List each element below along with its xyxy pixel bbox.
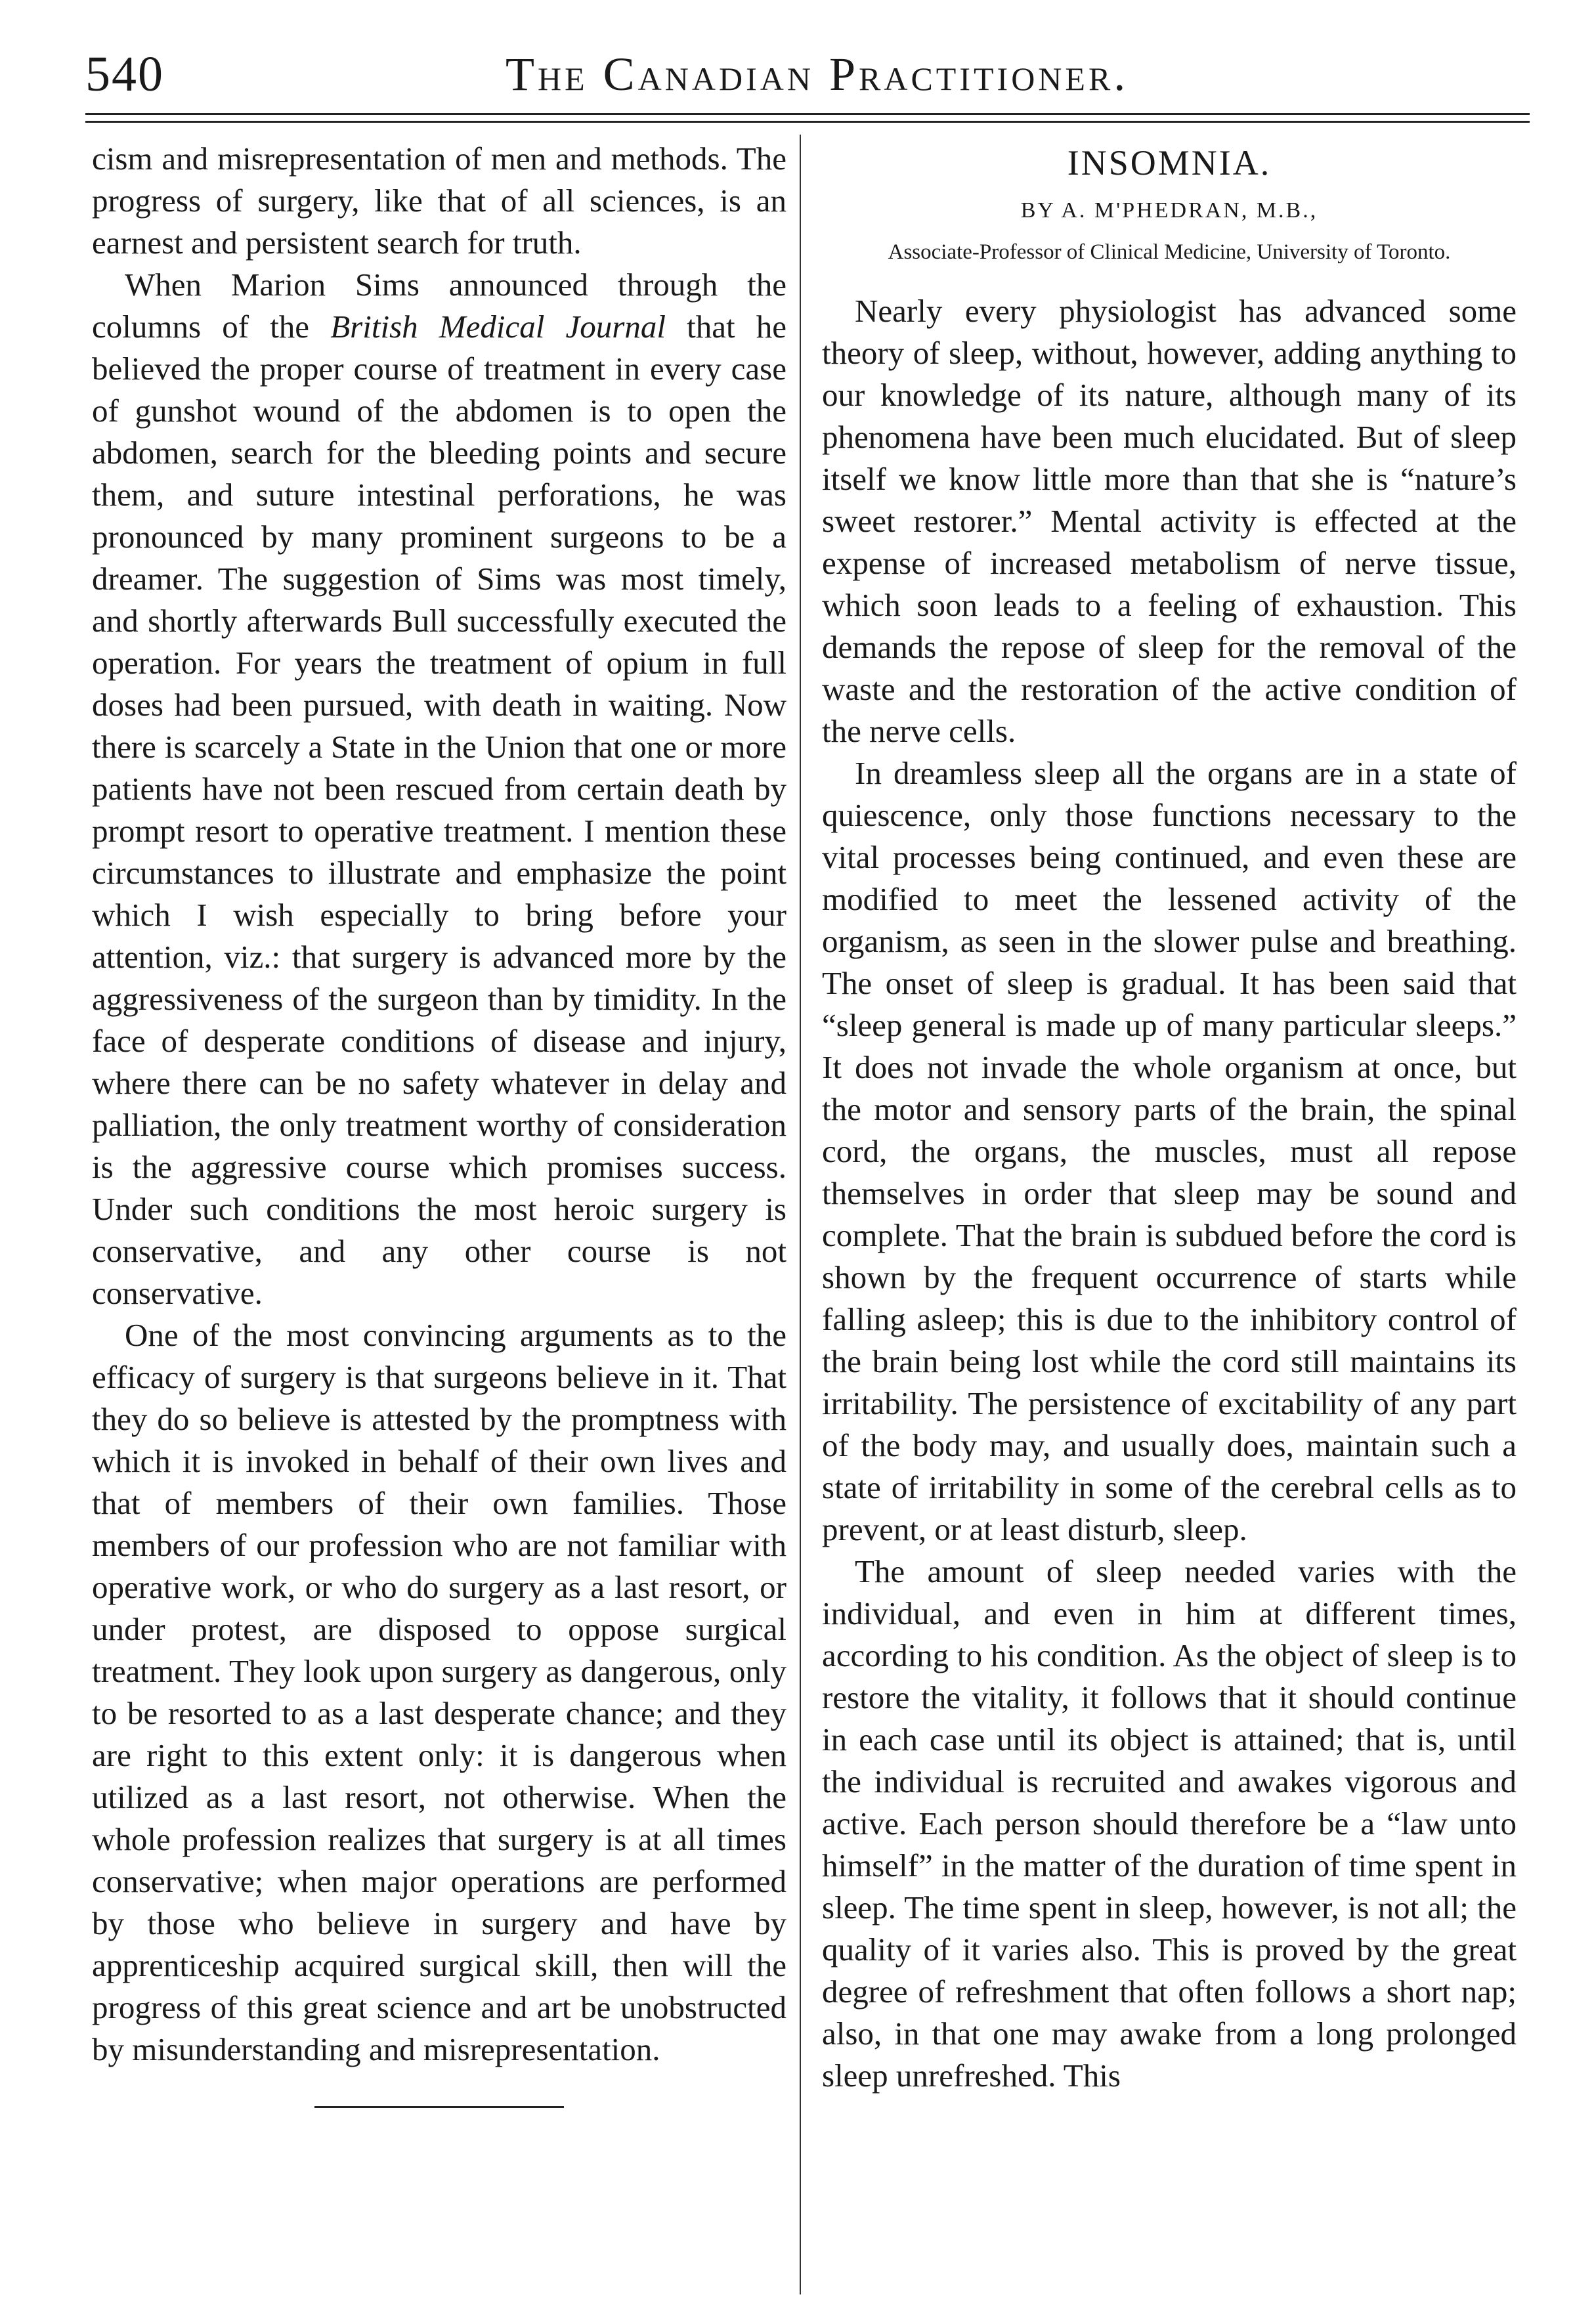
running-title: The Canadian Practitioner. [506,48,1129,100]
right-column [822,138,1517,2291]
paragraph: In dreamless sleep all the organs are in a state of quiescence, only those functions necessary to the vital processes being continued, and even these are modified to meet the lessened activity of the organism, as seen in the slower pulse and breathing. The onset of sleep is gradual. It has been said that “sleep general is made up of many particular sleeps.” It does not invade the whole organism at once, but the motor and sensory parts of the brain, the spinal cord, the organs, the muscles, must all repose themselves in order that sleep may be sound and complete. That the brain is subdued before the cord is shown by the frequent occurrence of starts while falling asleep; this is due to the inhibitory control of the brain being lost while the cord still maintains its irritability. The persistence of excitability of any part of the body may, and usually does, maintain such a state of irritability in some of the cerebral cells as to prevent, or at least disturb, sleep. [822,755,1517,1547]
paragraph [92,264,786,1314]
header-rule-top [85,113,1530,115]
end-of-article-rule [314,2106,564,2108]
article-byline: BY A. M'PHEDRAN, M.B., [1020,198,1318,223]
paragraph: The amount of sleep needed varies with the individual, and even in him at different times, according to his condition. As the object of sleep is to restore the vitality, it follows that it should continue in each case until its object is attained; that is, until the individual is recruited and awakes vigorous and active. Each person should therefore be a “law unto himself” in the matter of the duration of time spent in sleep. The time spent in sleep, however, is not all; the quality of it varies also. This is proved by the great degree of refreshment that often follows a short nap; also, in that one may awake from a long prolonged sleep unrefreshed. This [822,1553,1517,2094]
column-divider [800,135,801,2294]
paragraph: Nearly every physiologist has advanced some theory of sleep, without, however, adding anything to our knowledge of its nature, although many of its phenomena have been much elucidated. But of sleep itself we know little more than that she is “nature’s sweet restorer.” Mental activity is effected at the expense of increased metabolism of nerve tissue, which soon leads to a feeling of exhaustion. This demands the repose of sleep for the removal of the waste and the restoration of the active condition of the nerve cells. [822,293,1517,749]
page-header [85,41,1530,113]
left-column [92,138,786,2291]
article-title: INSOMNIA. [1067,143,1272,183]
journal-name: British Medical Journal [330,309,666,345]
header-rule-bottom [85,121,1530,123]
text-run: that he believed the proper course of treatment in every case of gunshot wound of the abdomen is to open the abdomen, search for the bleeding points and secure them, and suture intestinal perforations, he was pronounced by many prominent surgeons to be a dreamer. The suggestion of Sims was most timely, and shortly afterwards Bull successfully executed the operation. For years the treatment of opium in full doses had been pursued, with death in waiting. Now there is scarcely a State in the Union that one or more patients have not been rescued from certain death by prompt resort to operative treatment. I mention these circumstances to illustrate and emphasize the point which I wish especially to bring before your attention, viz.: that surgery is advanced more by the aggressiveness of the surgeon than by timidity. In the face of desperate conditions of disease and injury, where there can be no safety whatever in delay and palliation, the only treatment worthy of consideration is the aggressive course which promises success. Under such conditions the most heroic surgery is conservative, and any other course is not conservative. [92,309,786,1311]
page-number: 540 [85,47,164,102]
text-run: When Marion Sims announced through the columns of the [92,267,786,345]
paragraph: One of the most convincing arguments as to the efficacy of surgery is that surgeons believe in it. That they do so believe is attested by the promptness with which it is invoked in behalf of their own lives and that of members of their own families. Those members of our profession who are not familiar with operative work, or who do surgery as a last resort, or under protest, are disposed to oppose surgical treatment. They look upon surgery as dangerous, only to be resorted to as a last desperate chance; and they are right to this extent only: it is dangerous when utilized as a last resort, not otherwise. When the whole profession realizes that surgery is at all times conservative; when major operations are performed by those who believe in surgery and have by apprenticeship acquired surgical skill, then will the progress of this great science and art be unobstructed by misunderstanding and misrepresentation. [92,1317,786,2067]
paragraph: cism and misrepresentation of men and methods. The progress of surgery, like that of all sciences, is an earnest and persistent search for truth. [92,140,786,261]
author-affiliation: Associate-Professor of Clinical Medicine, University of Toronto. [888,240,1451,264]
